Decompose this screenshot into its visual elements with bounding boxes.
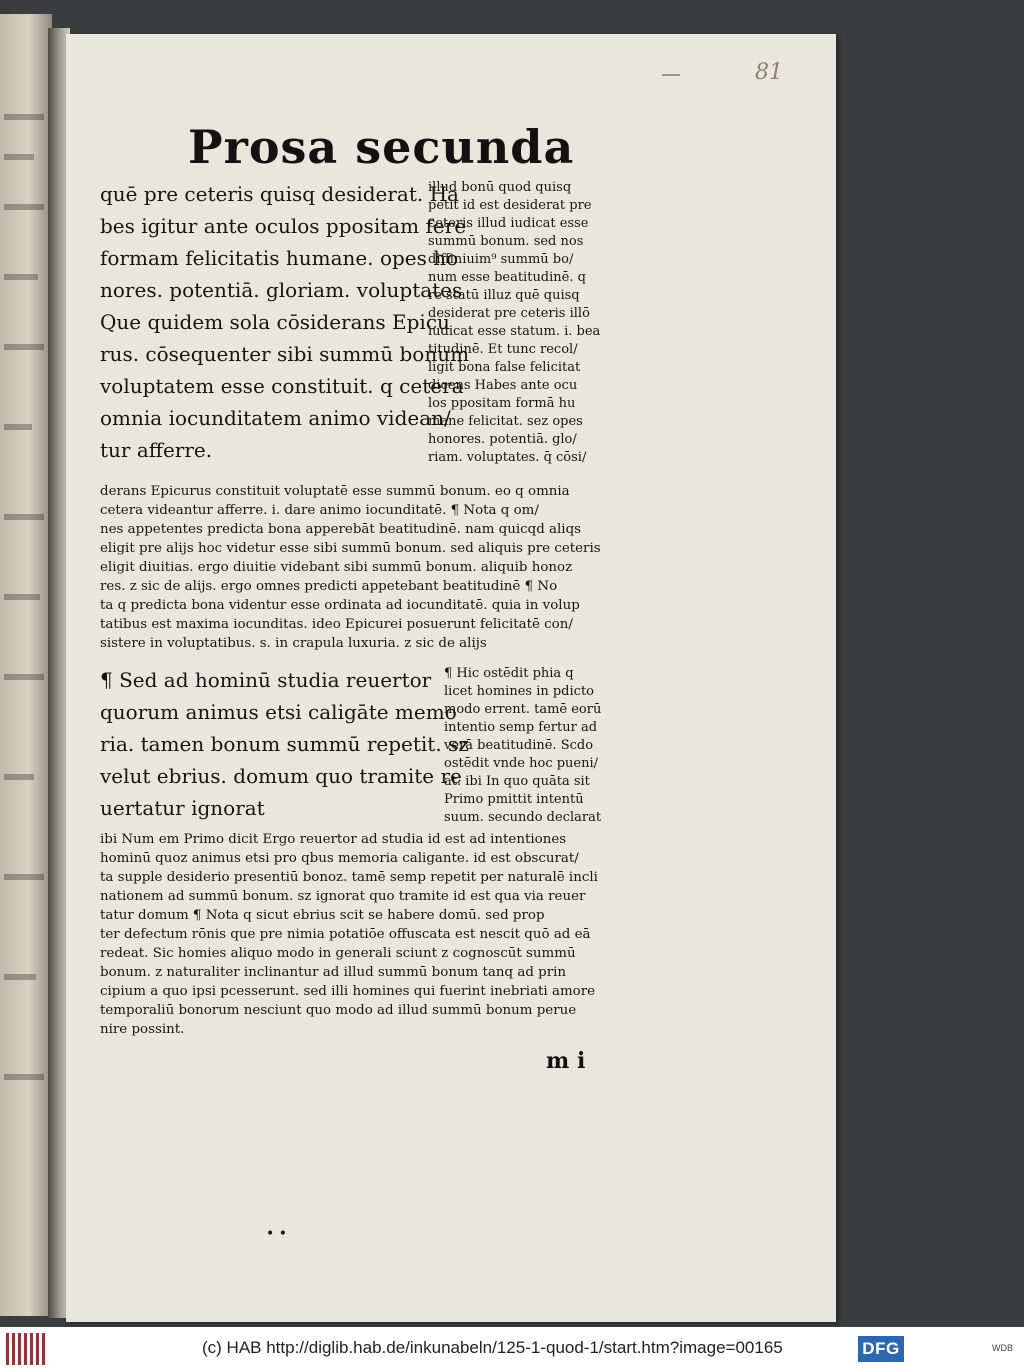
wdb-tag: WDB	[992, 1343, 1013, 1353]
gloss-line: at. ibi In quo quāta sit	[444, 774, 590, 789]
commentary-line: sistere in voluptatibus. s. in crapula luxuria. z sic de alijs	[100, 636, 487, 651]
main-text-line: omnia iocunditatem animo videan/	[100, 406, 451, 430]
gloss-line: suum. secundo declarat	[444, 810, 602, 825]
gloss-line: licet homines in pdicto	[444, 684, 594, 699]
gloss-line: Primo pmittit intentū	[444, 792, 584, 807]
gloss-line: summū bonum. sed nos	[428, 234, 584, 249]
main-text-line: bes igitur ante oculos ppositam fere	[100, 214, 467, 238]
commentary-line: tatibus est maxima iocunditas. ideo Epicurei posuerunt felicitatē con/	[100, 617, 573, 632]
main-text-line: formam felicitatis humane. opes ho	[100, 246, 459, 270]
gloss-line: illud bonū quod quisq	[428, 180, 572, 195]
main-text-line: quē pre ceteris quisq desiderat. Ha	[100, 182, 459, 206]
commentary-line: res. z sic de alijs. ergo omnes predicti appetebant beatitudinē ¶ No	[100, 579, 558, 594]
commentary-line: cipium a quo ipsi pcesserunt. sed illi homines qui fuerint inebriati amore	[100, 984, 596, 999]
main-text-line: rus. cōsequenter sibi summū bonum	[100, 342, 470, 366]
gloss-line: ¶ Hic ostēdit phia q	[444, 666, 574, 681]
gloss-line: los ppositam formā hu	[428, 396, 576, 411]
gloss-line: petit id est desiderat pre	[428, 198, 592, 213]
commentary-line: cetera videantur afferre. i. dare animo iocunditatē. ¶ Nota q om/	[100, 503, 539, 518]
commentary-line: nire possint.	[100, 1022, 185, 1037]
gloss-line: dicens Habes ante ocu	[428, 378, 578, 393]
section-heading: Prosa secunda	[188, 120, 575, 174]
commentary-line: temporaliū bonorum nesciunt quo modo ad illud summū bonum perue	[100, 1003, 577, 1018]
commentary-line: redeat. Sic homies aliquo modo in generali sciunt z cognoscūt summū	[100, 946, 576, 961]
commentary-line: ta q predicta bona videntur esse ordinata ad iocunditatē. quia in volup	[100, 598, 580, 613]
copyright-link[interactable]: (c) HAB http://diglib.hab.de/inkunabeln/125-1-quod-1/start.htm?image=00165	[202, 1338, 783, 1357]
gloss-line: num esse beatitudinē. q	[428, 270, 586, 285]
commentary-line: bonum. z naturaliter inclinantur ad illud summū bonum tanq ad prin	[100, 965, 567, 980]
main-text-line: quorum animus etsi caligāte memo	[100, 700, 457, 724]
gloss-line: mane felicitat. sez opes	[428, 414, 583, 429]
main-text-line: uertatur ignorat	[100, 796, 265, 820]
commentary-line: hominū quoz animus etsi pro qbus memoria caligante. id est obscurat/	[100, 851, 579, 866]
gloss-line: diffiniuim⁹ summū bo/	[428, 252, 574, 267]
folio-number: 81	[755, 60, 783, 85]
gloss-line: iudicat esse statum. i. bea	[428, 324, 601, 339]
commentary-line: tatur domum ¶ Nota q sicut ebrius scit se habere domū. sed prop	[100, 908, 545, 923]
main-text-line: velut ebrius. domum quo tramite re	[100, 764, 462, 788]
main-text-line: voluptatem esse constituit. q cetera	[100, 374, 464, 398]
gloss-line: ceteris illud iudicat esse	[428, 216, 589, 231]
commentary-line: nes appetentes predicta bona apperebāt beatitudinē. nam quicqd aliqs	[100, 522, 582, 537]
main-text-line: nores. potentiā. gloriam. voluptates	[100, 278, 463, 302]
gloss-line: riam. voluptates. q̄ cōsi/	[428, 450, 587, 465]
pencil-mark	[662, 74, 680, 76]
ink-dots: • •	[266, 1226, 287, 1242]
main-text-line: ria. tamen bonum summū repetit. sz	[100, 732, 469, 756]
gloss-line: desiderat pre ceteris illō	[428, 306, 590, 321]
commentary-line: ibi Num em Primo dicit Ergo reuertor ad studia id est ad intentiones	[100, 832, 567, 847]
barcode-icon	[6, 1333, 46, 1365]
footer-bar	[0, 1327, 1024, 1372]
commentary-line: ter defectum rōnis que pre nimia potatiōe offuscata est nescit quō ad eā	[100, 927, 591, 942]
main-text-line: Que quidem sola cōsiderans Epicu	[100, 310, 450, 334]
gloss-line: verā beatitudinē. Scdo	[444, 738, 594, 753]
gloss-line: re statū illuz quē quisq	[428, 288, 580, 303]
gloss-line: modo errent. tamē eorū	[444, 702, 602, 717]
main-text-line: ¶ Sed ad hominū studia reuertor	[100, 668, 432, 692]
gloss-line: honores. potentiā. glo/	[428, 432, 577, 447]
gloss-line: titudinē. Et tunc recol/	[428, 342, 578, 357]
commentary-line: nationem ad summū bonum. sz ignorat quo tramite id est qua via reuer	[100, 889, 586, 904]
commentary-line: eligit diuitias. ergo diuitie videbant sibi summū bonum. aliquib honoz	[100, 560, 573, 575]
signature-mark: m i	[546, 1048, 586, 1074]
gloss-line: intentio semp fertur ad	[444, 720, 598, 735]
commentary-line: derans Epicurus constituit voluptatē esse summū bonum. eo q omnia	[100, 484, 570, 499]
commentary-line: ta supple desiderio presentiū bonoz. tamē semp repetit per naturalē incli	[100, 870, 598, 885]
facing-page-edge	[0, 14, 52, 1316]
gloss-line: ligit bona false felicitat	[428, 360, 581, 375]
dfg-logo: DFG	[858, 1336, 904, 1362]
main-text-line: tur afferre.	[100, 438, 213, 462]
gloss-line: ostēdit vnde hoc pueni/	[444, 756, 599, 771]
commentary-line: eligit pre alijs hoc videtur esse sibi summū bonum. sed aliquis pre ceteris	[100, 541, 601, 556]
